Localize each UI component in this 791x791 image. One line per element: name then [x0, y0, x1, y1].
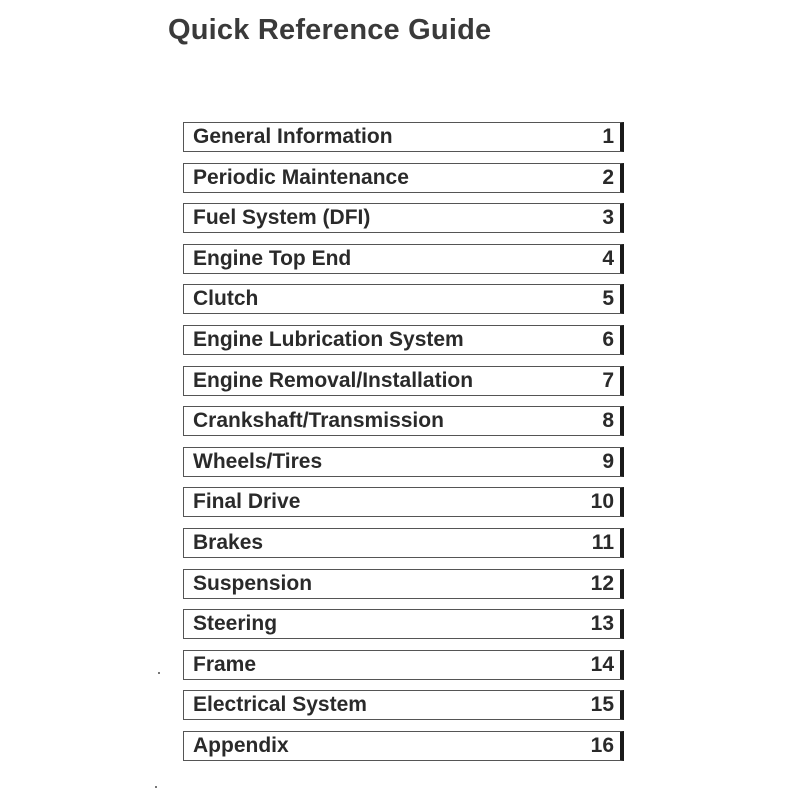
section-number: 6: [602, 327, 614, 351]
section-number: 7: [602, 368, 614, 392]
section-label: Appendix: [193, 733, 289, 757]
scan-speck: [155, 786, 157, 788]
section-label: Frame: [193, 652, 257, 676]
section-number: 15: [590, 693, 614, 717]
section-label: Engine Lubrication System: [193, 327, 464, 351]
section-number: 9: [602, 449, 614, 473]
section-number: 12: [590, 571, 614, 595]
section-label: Brakes: [193, 530, 264, 554]
section-label: Engine Removal/Installation: [193, 368, 474, 392]
section-tab-brakes[interactable]: [183, 528, 624, 558]
section-label: Electrical System: [193, 693, 367, 717]
section-tab-electrical-system[interactable]: [183, 690, 624, 720]
section-label: Steering: [193, 612, 278, 636]
section-tab-final-drive[interactable]: [183, 487, 624, 517]
section-tab-periodic-maintenance[interactable]: [183, 163, 624, 193]
section-label: General Information: [193, 125, 393, 148]
section-number: 16: [590, 733, 614, 757]
section-label: Engine Top End: [193, 246, 352, 270]
section-tab-clutch[interactable]: [183, 284, 624, 314]
section-number: 11: [591, 530, 614, 554]
section-label: Wheels/Tires: [193, 449, 323, 473]
section-tab-engine-removal-installation[interactable]: [183, 366, 624, 396]
section-number: 13: [590, 612, 614, 636]
section-label: Crankshaft/Transmission: [193, 409, 444, 433]
section-label: Final Drive: [193, 490, 301, 514]
section-label: Suspension: [193, 571, 313, 595]
section-label: Clutch: [193, 287, 259, 311]
section-number: 14: [590, 652, 614, 676]
section-tab-general-information[interactable]: [183, 122, 624, 152]
section-index: [183, 122, 624, 772]
scan-speck: [158, 672, 160, 674]
section-label: Fuel System (DFI): [193, 206, 371, 230]
section-tab-engine-top-end[interactable]: [183, 244, 624, 274]
section-tab-appendix[interactable]: [183, 731, 624, 761]
section-tab-suspension[interactable]: [183, 569, 624, 599]
section-tab-steering[interactable]: [183, 609, 624, 639]
section-number: 1: [602, 125, 614, 148]
section-tab-crankshaft-transmission[interactable]: [183, 406, 624, 436]
section-number: 3: [602, 206, 614, 230]
section-number: 10: [590, 490, 614, 514]
section-tab-wheels-tires[interactable]: [183, 447, 624, 477]
section-tab-fuel-system[interactable]: [183, 203, 624, 233]
section-number: 2: [602, 165, 614, 189]
section-number: 8: [602, 409, 614, 433]
section-label: Periodic Maintenance: [193, 165, 409, 189]
page-title: Quick Reference Guide: [168, 14, 492, 46]
section-tab-frame[interactable]: [183, 650, 624, 680]
section-tab-engine-lubrication-system[interactable]: [183, 325, 624, 355]
section-number: 4: [602, 246, 614, 270]
section-number: 5: [602, 287, 614, 311]
